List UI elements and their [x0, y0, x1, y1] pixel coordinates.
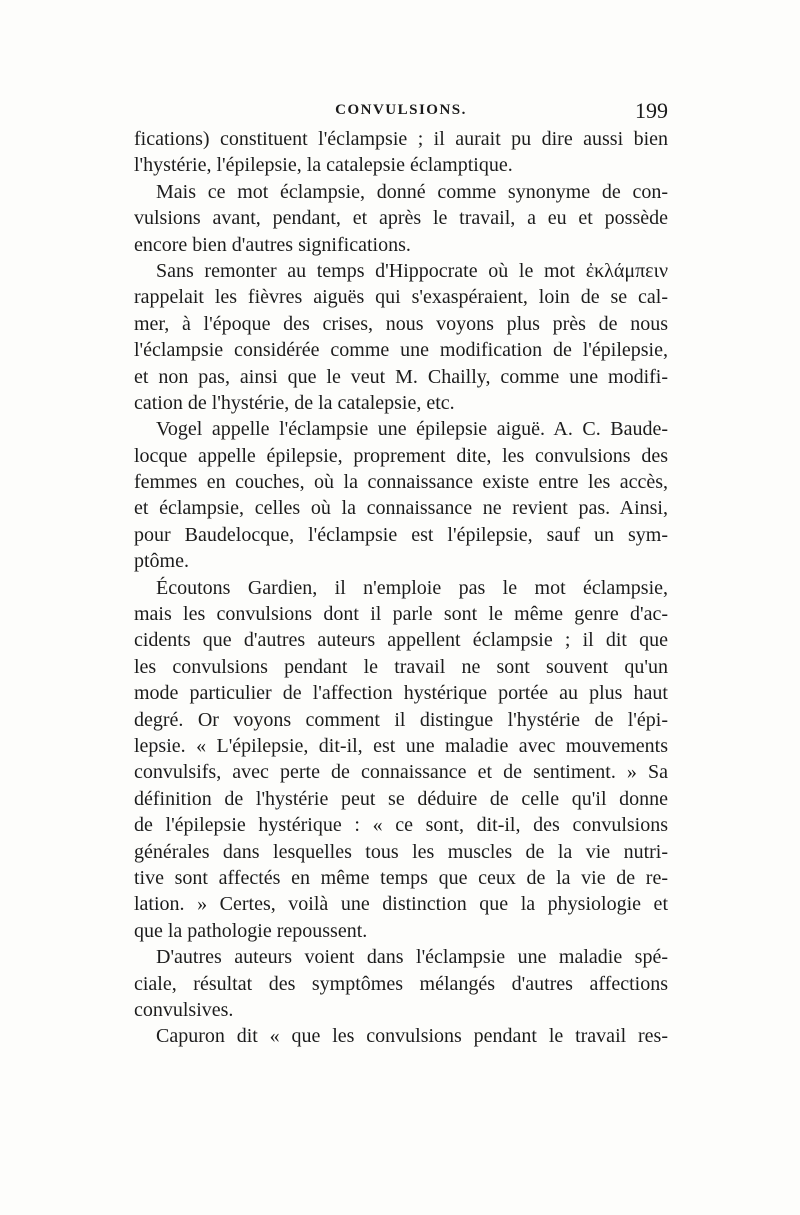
text-line: tive sont affectés en même temps que ceux de la vie de re- [134, 866, 668, 889]
text-line: et éclampsie, celles où la connaissance ne revient pas. Ainsi, [134, 497, 668, 520]
text-line: Capuron dit « que les convulsions pendant le travail res- [156, 1025, 668, 1048]
text-line: Vogel appelle l'éclampsie une épilepsie aiguë. A. C. Baude- [156, 418, 668, 441]
text-line: convulsifs, avec perte de connaissance et de sentiment. » Sa [134, 761, 668, 784]
text-line: rappelait les fièvres aiguës qui s'exaspéraient, loin de se cal- [134, 286, 668, 309]
text-line: fications) constituent l'éclampsie ; il aurait pu dire aussi bien [134, 128, 668, 150]
text-line: Écoutons Gardien, il n'emploie pas le mot éclampsie, [156, 576, 668, 599]
text-line: et non pas, ainsi que le veut M. Chailly, comme une modifi- [134, 365, 668, 388]
text-line: ptôme. [134, 550, 189, 573]
body-text [134, 126, 668, 1050]
text-line: mer, à l'époque des crises, nous voyons plus près de nous [134, 312, 668, 335]
text-line: D'autres auteurs voient dans l'éclampsie une maladie spé- [156, 946, 668, 969]
running-head: CONVULSIONS. [335, 102, 467, 118]
text-line: que la pathologie repoussent. [134, 919, 368, 942]
text-line: Sans remonter au temps d'Hippocrate où le mot ἐκλάμπειν [156, 259, 668, 282]
text-line: définition de l'hystérie peut se déduire de celle qu'il donne [134, 787, 668, 810]
text-line: les convulsions pendant le travail ne sont souvent qu'un [134, 655, 668, 678]
text-line: lepsie. « L'épilepsie, dit-il, est une maladie avec mouvements [134, 734, 668, 757]
text-line: l'éclampsie considérée comme une modification de l'épilepsie, [134, 339, 668, 362]
text-line: pour Baudelocque, l'éclampsie est l'épilepsie, sauf un sym- [134, 523, 668, 546]
text-line: lation. » Certes, voilà une distinction que la physiologie et [134, 893, 668, 916]
text-line: mais les convulsions dont il parle sont le même genre d'ac- [134, 603, 668, 626]
text-line: mode particulier de l'affection hystérique portée au plus haut [134, 682, 668, 705]
text-line: de l'épilepsie hystérique : « ce sont, dit-il, des convulsions [134, 814, 668, 837]
text-line: générales dans lesquelles tous les muscles de la vie nutri- [134, 840, 668, 863]
text-line: vulsions avant, pendant, et après le travail, a eu et possède [134, 207, 668, 230]
text-line: encore bien d'autres significations. [134, 233, 411, 256]
page-number: 199 [635, 98, 668, 123]
text-line: convulsives. [134, 998, 234, 1021]
text-line: cation de l'hystérie, de la catalepsie, etc. [134, 391, 455, 414]
text-line: femmes en couches, où la connaissance existe entre les accès, [134, 471, 668, 494]
text-line: Mais ce mot éclampsie, donné comme synonyme de con- [156, 180, 668, 203]
text-line: locque appelle épilepsie, proprement dite, les convulsions des [134, 444, 668, 467]
text-line: degré. Or voyons comment il distingue l'hystérie de l'épi- [134, 708, 668, 731]
text-line: cidents que d'autres auteurs appellent éclampsie ; il dit que [134, 629, 668, 652]
text-line: ciale, résultat des symptômes mélangés d'autres affections [134, 972, 668, 995]
text-line: l'hystérie, l'épilepsie, la catalepsie éclamptique. [134, 154, 513, 177]
